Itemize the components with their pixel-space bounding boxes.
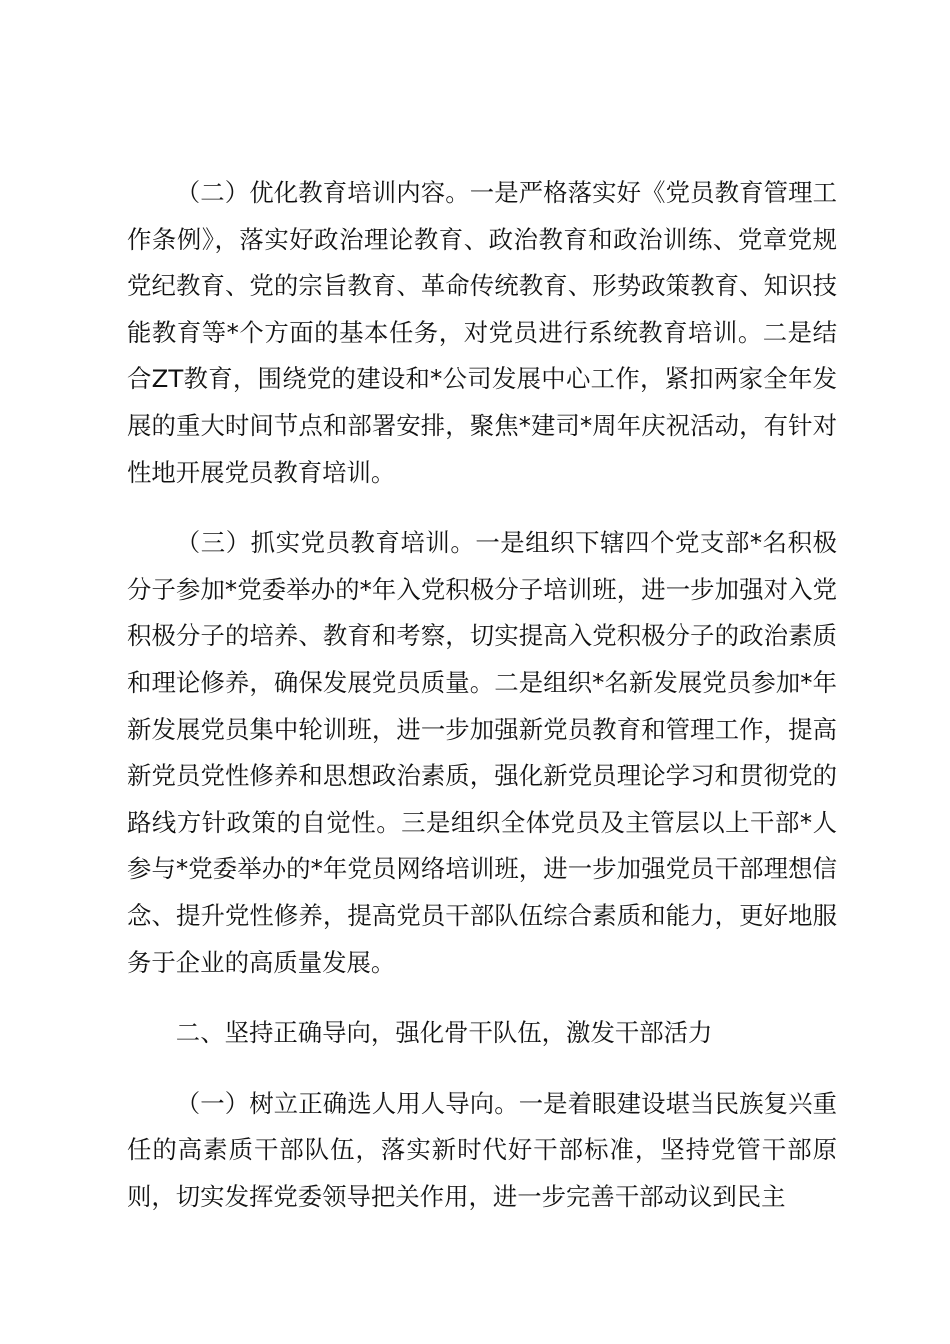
document-body: [127, 170, 837, 1220]
paragraph-implement-party-training: （三）抓实党员教育培训。一是组织下辖四个党支部*名积极分子参加*党委举办的*年入党积极分子培训班，进一步加强对入党积极分子的培养、教育和考察，切实提高入党积极分子的政治素质和理论修养，确保发展党员质量。二是组织*名新发展党员参加*年新发展党员集中轮训班，进一步加强新党员教育和管理工作，提高新党员党性修养和思想政治素质，强化新党员理论学习和贯彻党的路线方针政策的自觉性。三是组织全体党员及主管层以上干部*人参与*党委举办的*年党员网络培训班，进一步加强党员干部理想信念、提升党性修养，提高党员干部队伍综合素质和能力，更好地服务于企业的高质量发展。: [127, 528, 837, 977]
paragraph-optimize-training-content: （二）优化教育培训内容。一是严格落实好《党员教育管理工作条例》，落实好政治理论教育、政治教育和政治训练、党章党规党纪教育、党的宗旨教育、革命传统教育、形势政策教育、知识技能教育等*个方面的基本任务，对党员进行系统教育培训。二是结合ZT教育，围绕党的建设和*公司发展中心工作，紧扣两家全年发展的重大时间节点和部署安排，聚焦*建司*周年庆祝活动，有针对性地开展党员教育培训。: [127, 178, 837, 487]
section-heading: 二、坚持正确导向，强化骨干队伍，激发干部活力: [175, 1018, 713, 1048]
paragraph-selection-orientation: （一）树立正确选人用人导向。一是着眼建设堪当民族复兴重任的高素质干部队伍，落实新时代好干部标准，坚持党管干部原则，切实发挥党委领导把关作用，进一步完善干部动议到民主: [127, 1088, 837, 1211]
